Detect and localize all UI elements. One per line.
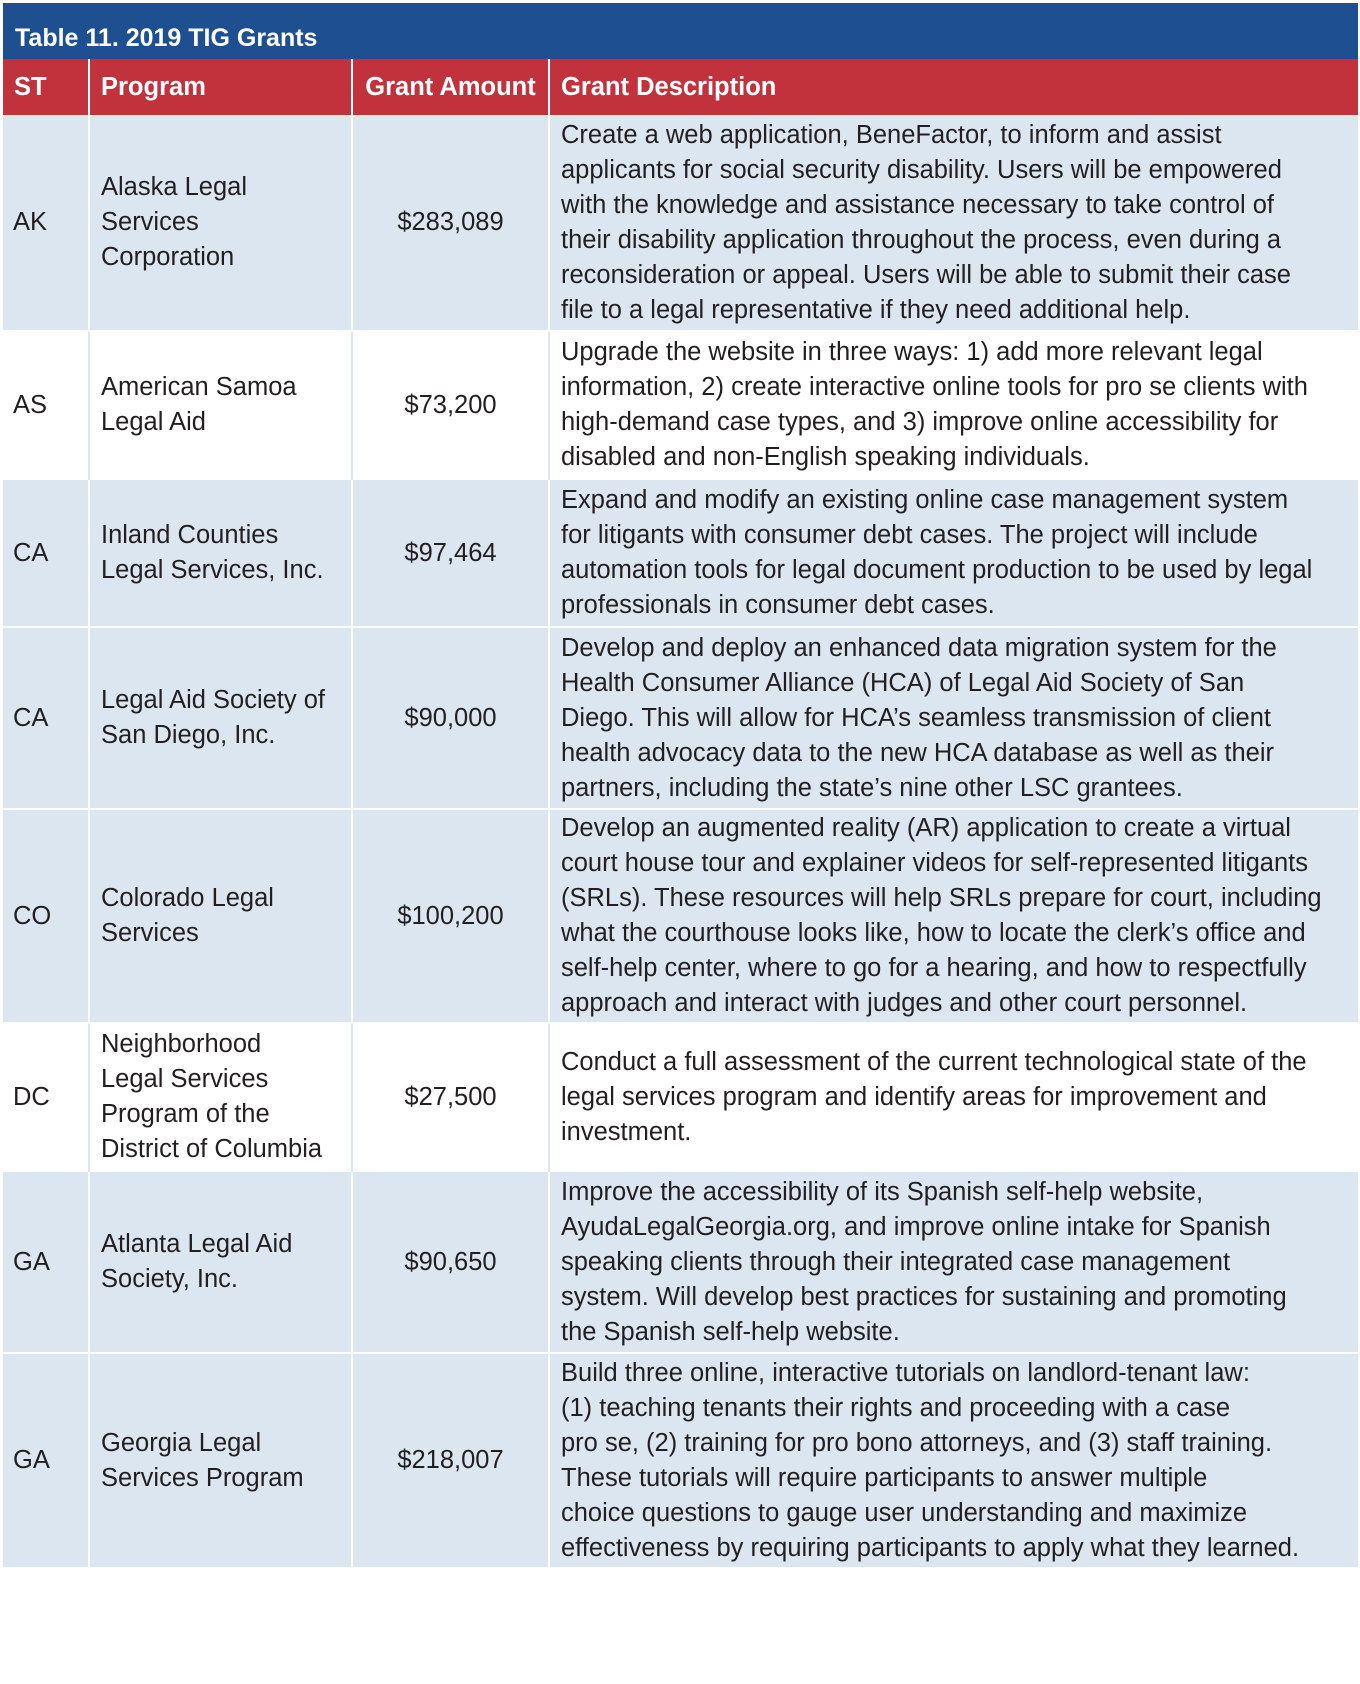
table-row [3,1171,1358,1353]
program-cell [89,479,352,627]
state-cell: CA [3,479,89,627]
description-line: Build three online, interactive tutorials on landlord-tenant law: [561,1358,1250,1387]
description-line: system. Will develop best practices for sustaining and promoting [561,1282,1287,1311]
description-line: Develop an augmented reality (AR) application to create a virtual [561,814,1291,842]
program-cell [89,115,352,331]
description-line: professionals in consumer debt cases. [561,591,995,619]
program-cell [89,1171,352,1353]
table-row [3,115,1358,331]
grant-description-cell [549,1353,1358,1567]
grant-description-cell [549,809,1358,1023]
state-cell: GA [3,1353,89,1567]
program-line: Legal Services [101,1065,269,1093]
description-line: applicants for social security disability. Users will be empowered [561,155,1282,184]
grant-amount-cell: $90,650 [352,1171,549,1353]
program-cell [89,1023,352,1171]
program-cell [89,809,352,1023]
program-cell [89,627,352,809]
table-row [3,809,1358,1023]
description-line: effectiveness by requiring participants to apply what they learned. [561,1533,1300,1562]
program-line: Legal Services, Inc. [101,556,324,584]
program-line: District of Columbia [101,1135,323,1163]
description-line: Health Consumer Alliance (HCA) of Legal Aid Society of San [561,668,1245,697]
program-line: Services [101,208,199,236]
description-line: (SRLs). These resources will help SRLs prepare for court, including [561,884,1322,912]
state-cell: GA [3,1171,89,1353]
description-line: pro se, (2) training for pro bono attorneys, and (3) staff training. [561,1428,1273,1457]
program-line: Alaska Legal [101,173,248,201]
column-header-program: Program [89,59,352,115]
column-header-st: ST [3,59,89,115]
description-line: the Spanish self-help website. [561,1317,900,1346]
description-line: information, 2) create interactive online tools for pro se clients with [561,373,1308,401]
description-line: self-help center, where to go for a hearing, and how to respectfully [561,954,1307,982]
grant-amount-cell: $100,200 [352,809,549,1023]
description-line: reconsideration or appeal. Users will be able to submit their case [561,260,1291,289]
grant-description-cell [549,1023,1358,1171]
description-line: court house tour and explainer videos for self-represented litigants [561,849,1309,877]
header-row [3,59,1358,115]
description-line: approach and interact with judges and other court personnel. [561,989,1248,1017]
state-cell: CO [3,809,89,1023]
description-line: AyudaLegalGeorgia.org, and improve online intake for Spanish [561,1212,1271,1241]
grant-amount-cell: $97,464 [352,479,549,627]
description-line: their disability application throughout the process, even during a [561,225,1282,254]
table-row [3,1023,1358,1171]
column-header-description: Grant Description [549,59,1358,115]
description-line: Conduct a full assessment of the current technological state of the [561,1047,1307,1076]
description-line: These tutorials will require participants to answer multiple [561,1463,1208,1492]
program-line: San Diego, Inc. [101,721,276,749]
description-line: what the courthouse looks like, how to locate the clerk’s office and [561,919,1306,947]
grant-description-cell [549,1171,1358,1353]
table-row [3,627,1358,809]
description-line: speaking clients through their integrated case management [561,1247,1231,1276]
column-header-amount: Grant Amount [352,59,549,115]
grants-table-container [3,3,1358,1567]
description-line: high-demand case types, and 3) improve online accessibility for [561,408,1279,436]
grant-amount-cell: $90,000 [352,627,549,809]
description-line: legal services program and identify areas for improvement and [561,1082,1267,1111]
table-title: Table 11. 2019 TIG Grants [3,3,1358,59]
description-line: disabled and non-English speaking individuals. [561,443,1090,471]
program-line: Legal Aid Society of [101,686,325,714]
description-line: for litigants with consumer debt cases. The project will include [561,521,1258,549]
program-line: American Samoa [101,373,297,401]
grants-table [3,59,1358,1567]
program-line: Atlanta Legal Aid [101,1230,293,1258]
grant-description-cell [549,479,1358,627]
description-line: investment. [561,1117,692,1146]
table-body [3,115,1358,1567]
grant-description-cell [549,627,1358,809]
grant-amount-cell: $218,007 [352,1353,549,1567]
table-row [3,479,1358,627]
description-line: file to a legal representative if they need additional help. [561,295,1191,324]
grant-description-cell [549,331,1358,479]
grant-amount-cell: $27,500 [352,1023,549,1171]
program-line: Neighborhood [101,1030,262,1058]
grant-amount-cell: $283,089 [352,115,549,331]
table-header [3,59,1358,115]
state-cell: CA [3,627,89,809]
grant-amount-cell: $73,200 [352,331,549,479]
program-line: Services Program [101,1463,304,1492]
description-line: Diego. This will allow for HCA’s seamless transmission of client [561,703,1271,732]
table-row [3,1353,1358,1567]
program-line: Legal Aid [101,408,206,436]
program-line: Society, Inc. [101,1265,239,1293]
program-line: Inland Counties [101,521,279,549]
table-row [3,331,1358,479]
state-cell: AK [3,115,89,331]
description-line: Develop and deploy an enhanced data migration system for the [561,633,1277,662]
description-line: partners, including the state’s nine other LSC grantees. [561,773,1183,802]
description-line: (1) teaching tenants their rights and proceeding with a case [561,1393,1231,1422]
program-line: Corporation [101,243,235,271]
grant-description-cell [549,115,1358,331]
description-line: health advocacy data to the new HCA database as well as their [561,738,1275,767]
description-line: with the knowledge and assistance necessary to take control of [561,190,1274,219]
description-line: choice questions to gauge user understanding and maximize [561,1498,1248,1527]
program-cell [89,331,352,479]
description-line: Upgrade the website in three ways: 1) add more relevant legal [561,338,1263,366]
state-cell: AS [3,331,89,479]
program-line: Program of the [101,1100,270,1128]
program-line: Colorado Legal [101,884,274,912]
description-line: Create a web application, BeneFactor, to inform and assist [561,120,1222,149]
program-line: Georgia Legal [101,1428,262,1457]
description-line: Improve the accessibility of its Spanish self-help website, [561,1177,1204,1206]
description-line: automation tools for legal document production to be used by legal [561,556,1313,584]
program-line: Services [101,919,199,947]
description-line: Expand and modify an existing online case management system [561,486,1289,514]
state-cell: DC [3,1023,89,1171]
program-cell [89,1353,352,1567]
